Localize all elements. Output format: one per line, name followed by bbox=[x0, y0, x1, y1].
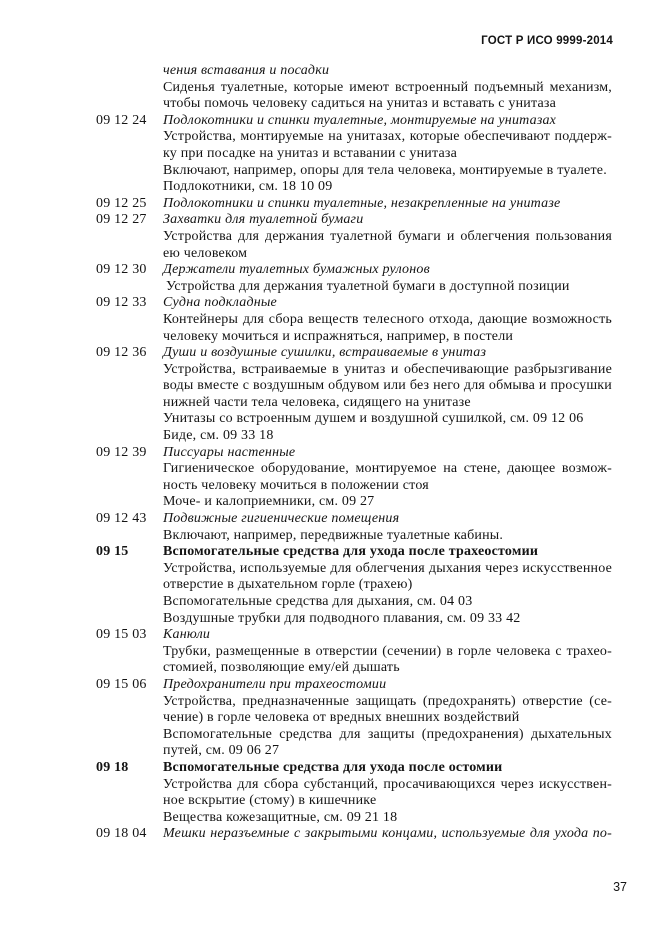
entry-09-12-36 bbox=[96, 345, 612, 445]
entry-body-text: Вспомогательные средства для защиты (предохранения) дыхательных bbox=[163, 726, 612, 742]
entry-code: 09 12 33 bbox=[96, 295, 147, 311]
entry-09-15-03 bbox=[96, 627, 612, 677]
entry-body-text: ность человеку мочиться в положении стоя bbox=[163, 477, 429, 493]
page-number: 37 bbox=[613, 880, 627, 894]
entry-body-line bbox=[96, 528, 612, 545]
entry-body-text: Биде, см. 09 33 18 bbox=[163, 428, 274, 444]
entry-body-line bbox=[96, 494, 612, 511]
entry-body-line bbox=[96, 378, 612, 395]
section-09-15 bbox=[96, 544, 612, 627]
entry-heading-line bbox=[96, 212, 612, 229]
entry-body-text: нижней части тела человека, сидящего на унитазе bbox=[163, 394, 471, 410]
entry-body-text: чение) в горле человека от вредных внешних воздействий bbox=[163, 710, 520, 726]
entry-body-line bbox=[96, 743, 612, 760]
section-code: 09 18 bbox=[96, 759, 129, 775]
entry-body-line bbox=[96, 329, 612, 346]
entry-09-12-27 bbox=[96, 212, 612, 262]
entry-body-text: Устройства для держания туалетной бумаги в доступной позиции bbox=[166, 278, 570, 294]
entry-code: 09 12 36 bbox=[96, 345, 147, 361]
entry-title: Предохранители при трахеостомии bbox=[163, 676, 387, 692]
entry-body-text: Устройства для сбора субстанций, просачивающихся через искусствен- bbox=[163, 776, 612, 792]
entry-body-text: Устройства для держания туалетной бумаги и облегчения пользования bbox=[163, 228, 612, 244]
entry-body-line bbox=[96, 411, 612, 428]
entry-title: Писсуары настенные bbox=[163, 444, 296, 460]
entry-09-15-06 bbox=[96, 677, 612, 760]
entry-body-line bbox=[96, 660, 612, 677]
entry-09-12-33 bbox=[96, 295, 612, 345]
entry-body-line bbox=[96, 229, 612, 246]
entry-heading-line bbox=[96, 295, 612, 312]
entry-body-line bbox=[96, 611, 612, 628]
entry-heading-line bbox=[96, 262, 612, 279]
entry-body-line bbox=[96, 80, 612, 97]
entry-body-text: Сиденья туалетные, которые имеют встроенный подъемный механизм, bbox=[163, 79, 612, 95]
entry-heading-line bbox=[96, 345, 612, 362]
entry-code: 09 15 03 bbox=[96, 627, 147, 643]
entry-title: Подлокотники и спинки туалетные, незакрепленные на унитазе bbox=[163, 195, 561, 211]
entry-body-text: чтобы помочь человеку садиться на унитаз и вставать с унитаза bbox=[163, 96, 556, 112]
entry-body-line bbox=[96, 793, 612, 810]
entry-code: 09 12 25 bbox=[96, 195, 147, 211]
entry-body-line bbox=[96, 146, 612, 163]
entry-code: 09 12 27 bbox=[96, 212, 147, 228]
classification-list bbox=[96, 63, 612, 843]
entry-body-text: Воздушные трубки для подводного плавания, см. 09 33 42 bbox=[163, 610, 521, 626]
entry-code: 09 12 24 bbox=[96, 112, 147, 128]
entry-body-line bbox=[96, 694, 612, 711]
entry-body-text: Вспомогательные средства для дыхания, см. 04 03 bbox=[163, 594, 473, 609]
entry-title: Судна подкладные bbox=[163, 295, 277, 311]
entry-body-text: человеку мочиться и испражняться, например, в постели bbox=[163, 328, 514, 344]
entry-body-text: ею человеком bbox=[163, 245, 248, 261]
entry-code: 09 12 43 bbox=[96, 511, 147, 527]
entry-body-line bbox=[96, 461, 612, 478]
entry-title-line bbox=[96, 63, 612, 80]
entry-body-line bbox=[96, 644, 612, 661]
entry-body-line bbox=[96, 312, 612, 329]
entry-body-line bbox=[96, 362, 612, 379]
section-heading-line bbox=[96, 544, 612, 561]
entry-title: чения вставания и посадки bbox=[163, 63, 330, 78]
entry-title: Подлокотники и спинки туалетные, монтируемые на унитазах bbox=[163, 112, 557, 128]
document-header: ГОСТ Р ИСО 9999-2014 bbox=[481, 35, 613, 47]
entry-body-text: Подлокотники, см. 18 10 09 bbox=[163, 179, 333, 195]
entry-title: Захватки для туалетной бумаги bbox=[163, 212, 364, 228]
entry-body-line bbox=[96, 577, 612, 594]
entry-09-12-30 bbox=[96, 262, 612, 295]
entry-body-line bbox=[96, 163, 612, 180]
entry-title: Держатели туалетных бумажных рулонов bbox=[163, 262, 430, 278]
section-code: 09 15 bbox=[96, 544, 129, 560]
entry-body-text: Трубки, размещенные в отверстии (сечении) в горле человека с трахео- bbox=[163, 643, 612, 659]
entry-body-text: ку при посадке на унитаз и вставании с унитаза bbox=[163, 145, 458, 161]
entry-heading-line bbox=[96, 826, 612, 843]
entry-body-line bbox=[96, 478, 612, 495]
entry-body-text: Устройства, монтируемые на унитазах, которые обеспечивают поддерж- bbox=[163, 129, 612, 145]
entry-body-line bbox=[96, 777, 612, 794]
entry-continuation bbox=[96, 63, 612, 113]
entry-body-text: Вещества кожезащитные, см. 09 21 18 bbox=[163, 809, 398, 825]
entry-code: 09 12 39 bbox=[96, 444, 147, 460]
entry-title: Канюли bbox=[163, 627, 211, 643]
entry-body-text: воды вместе с воздушным обдувом или без него для обмыва и просушки bbox=[163, 378, 612, 394]
entry-code: 09 18 04 bbox=[96, 826, 147, 842]
entry-body-text: Гигиеническое оборудование, монтируемое на стене, дающее возмож- bbox=[163, 461, 612, 477]
entry-body-line bbox=[96, 561, 612, 578]
entry-09-12-24 bbox=[96, 113, 612, 196]
section-title: Вспомогательные средства для ухода после остомии bbox=[163, 759, 503, 775]
section-heading-line bbox=[96, 760, 612, 777]
entry-09-18-04 bbox=[96, 826, 612, 843]
entry-body-line bbox=[96, 727, 612, 744]
entry-body-text: Включают, например, передвижные туалетные кабины. bbox=[163, 527, 504, 543]
entry-body-text: Включают, например, опоры для тела человека, монтируемые в туалете. bbox=[163, 162, 607, 178]
entry-body-text: Устройства, используемые для облегчения дыхания через искусственное bbox=[163, 560, 612, 576]
entry-body-text: отверстие в дыхательном горле (трахею) bbox=[163, 577, 413, 593]
section-title: Вспомогательные средства для ухода после трахеостомии bbox=[163, 544, 539, 560]
entry-title: Души и воздушные сушилки, встраиваемые в унитаз bbox=[163, 345, 487, 361]
entry-body-text: ное вскрытие (стому) в кишечнике bbox=[163, 793, 377, 809]
entry-body-line bbox=[96, 810, 612, 827]
entry-body-text: Устройства, предназначенные защищать (предохранять) отверстие (се- bbox=[163, 693, 612, 709]
entry-body-line bbox=[96, 594, 612, 611]
entry-code: 09 12 30 bbox=[96, 262, 147, 278]
entry-body-line bbox=[96, 129, 612, 146]
entry-body-text: Унитазы со встроенным душем и воздушной сушилкой, см. 09 12 06 bbox=[163, 411, 584, 427]
entry-body-line bbox=[96, 96, 612, 113]
entry-body-line bbox=[96, 395, 612, 412]
entry-body-text: путей, см. 09 06 27 bbox=[163, 743, 280, 759]
entry-body-text: Контейнеры для сбора веществ телесного отхода, дающие возможность bbox=[163, 311, 612, 327]
entry-heading-line bbox=[96, 511, 612, 528]
entry-heading-line bbox=[96, 196, 612, 213]
entry-body-text: Моче- и калоприемники, см. 09 27 bbox=[163, 494, 375, 510]
entry-body-line bbox=[96, 279, 612, 296]
entry-09-12-39 bbox=[96, 445, 612, 511]
entry-body-line bbox=[96, 179, 612, 196]
entry-body-text: стомией, позволяющие ему/ей дышать bbox=[163, 660, 400, 676]
entry-title: Подвижные гигиенические помещения bbox=[163, 511, 400, 527]
entry-heading-line bbox=[96, 627, 612, 644]
entry-heading-line bbox=[96, 113, 612, 130]
entry-title: Мешки неразъемные с закрытыми концами, используемые для ухода по- bbox=[163, 826, 612, 842]
entry-body-line bbox=[96, 710, 612, 727]
entry-09-12-25 bbox=[96, 196, 612, 213]
entry-body-line bbox=[96, 246, 612, 263]
entry-code: 09 15 06 bbox=[96, 676, 147, 692]
entry-heading-line bbox=[96, 677, 612, 694]
entry-body-line bbox=[96, 428, 612, 445]
entry-heading-line bbox=[96, 445, 612, 462]
entry-09-12-43 bbox=[96, 511, 612, 544]
section-09-18 bbox=[96, 760, 612, 826]
entry-body-text: Устройства, встраиваемые в унитаз и обеспечивающие разбрызгивание bbox=[163, 361, 612, 377]
